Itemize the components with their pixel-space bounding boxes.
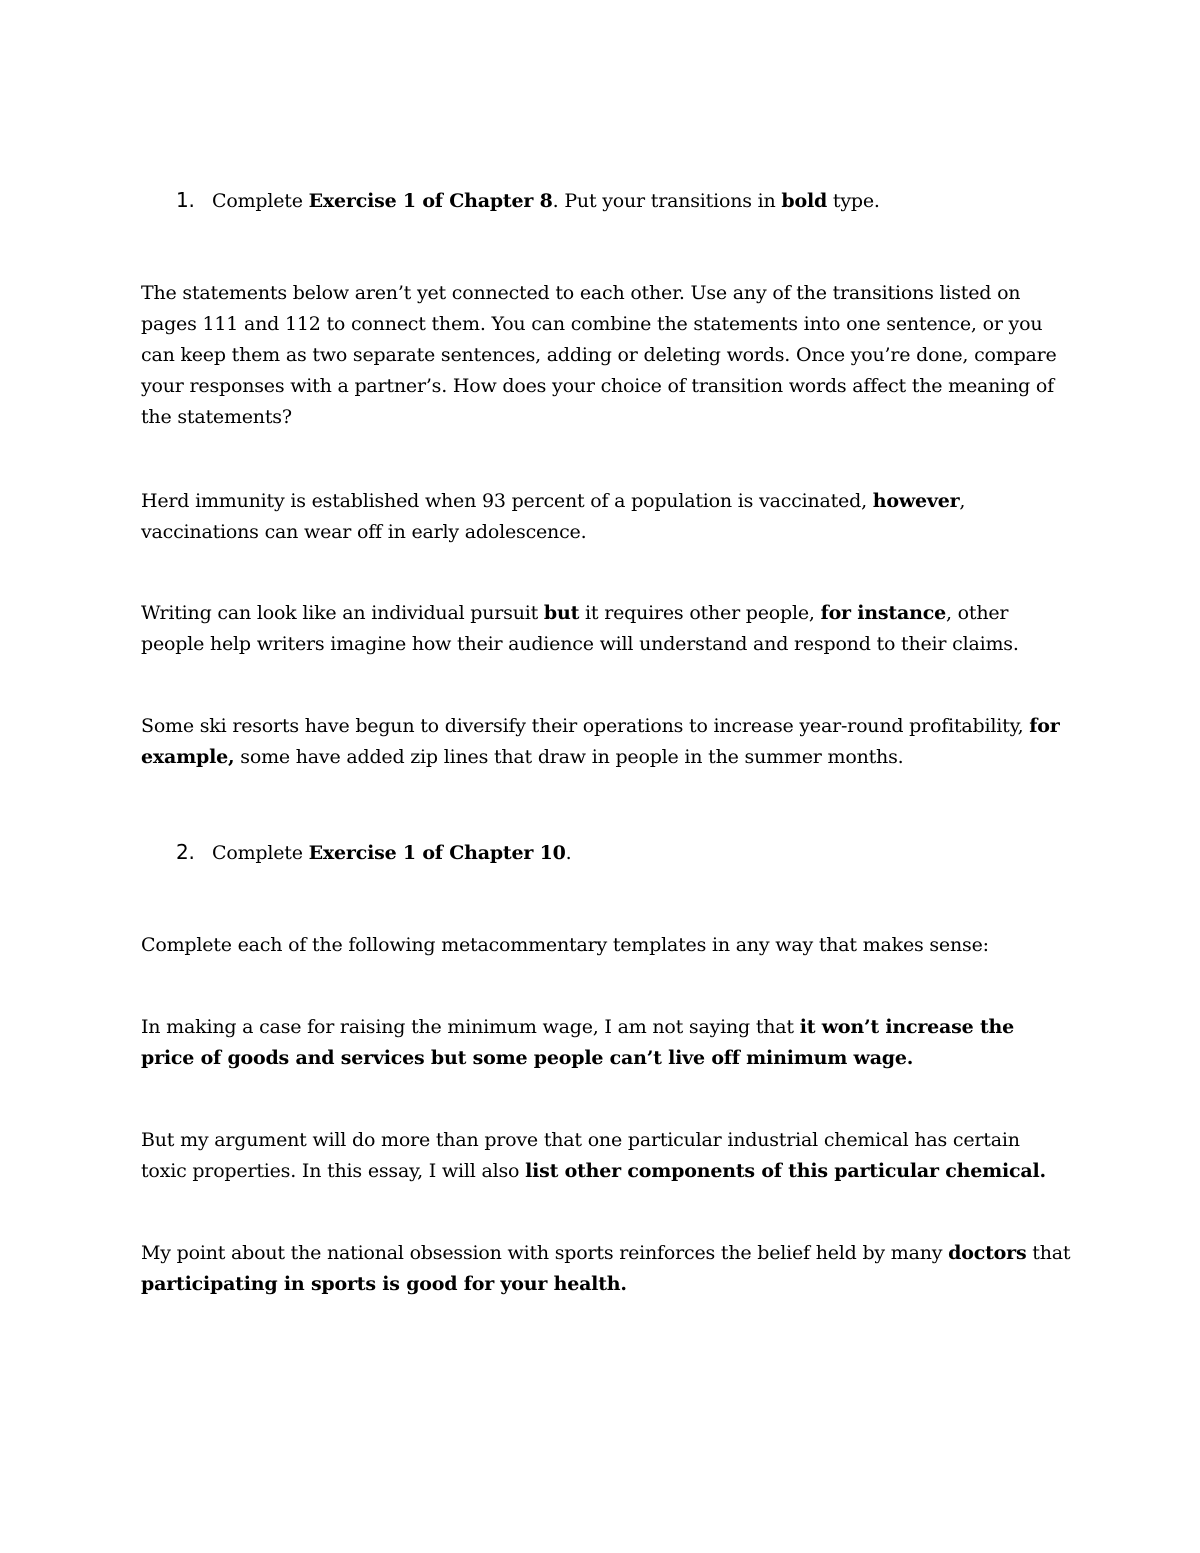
template-text: In making a case for raising the minimum wage, I am not saying that [141,1016,800,1038]
template-answer-3 [141,1238,1071,1300]
template-fill: participating in sports is good for your health. [141,1273,627,1295]
question-2-number: 2. [176,840,195,864]
question-1-text: Complete [212,190,309,212]
template-answer-1 [141,1012,1071,1074]
answer-sentence-3 [141,711,1071,773]
answer-text: Some ski resorts have begun to diversify their operations to increase year-round profitability, [141,715,1030,737]
question-2-bold-exercise: Exercise 1 of Chapter 10 [308,842,566,864]
question-1-text: . Put your transitions in [552,190,782,212]
question-2-text: . [565,842,572,864]
answer-sentence-2 [141,598,1071,660]
transition-word: however [872,490,960,512]
template-text: that [1026,1242,1071,1264]
answer-text: Herd immunity is established when 93 percent of a population is vaccinated, [141,490,873,512]
transition-word: for instance [820,602,946,624]
answer-text: some have added zip lines that draw in people in the summer months. [234,746,904,768]
question-1-bold-exercise: Exercise 1 of Chapter 8 [308,190,553,212]
template-text: My point about the national obsession with sports reinforces the belief held by many [141,1242,949,1264]
answer-sentence-1 [141,486,1071,548]
answer-text: , vaccinations can wear off in early adolescence. [141,490,966,543]
question-2 [176,837,1066,869]
transition-word: but [543,602,580,624]
exercise-2-instructions: Complete each of the following metacommentary templates in any way that makes sense: [141,934,989,956]
question-1-number: 1. [176,188,195,212]
template-text: But my argument will do more than prove that one particular industrial chemical has certain toxic properties. In this essay, I will also [141,1129,1020,1182]
answer-text: it requires other people, [579,602,821,624]
question-1 [176,185,1066,217]
exercise-1-instructions: The statements below aren’t yet connected to each other. Use any of the transitions listed on pages 111 and 112 to connect them. You can combine the statements into one sentence, or you can keep them as two separate sentences, adding or deleting words. Once you’re done, compare your responses with a partner’s. How does your choice of transition words affect the meaning of the statements? [141,282,1057,428]
answer-text: Writing can look like an individual pursuit [141,602,544,624]
template-answer-2 [141,1125,1071,1187]
template-fill: list other components of this particular chemical. [525,1160,1046,1182]
transition-word: for example, [141,715,1060,768]
question-1-text: type. [827,190,880,212]
answer-text: , other people help writers imagine how their audience will understand and respond to their claims. [141,602,1019,655]
question-1-bold-word: bold [781,190,828,212]
template-fill: it won’t increase the price of goods and services but some people can’t live off minimum wage. [141,1016,1015,1069]
template-fill: doctors [948,1242,1027,1264]
question-2-text: Complete [212,842,309,864]
